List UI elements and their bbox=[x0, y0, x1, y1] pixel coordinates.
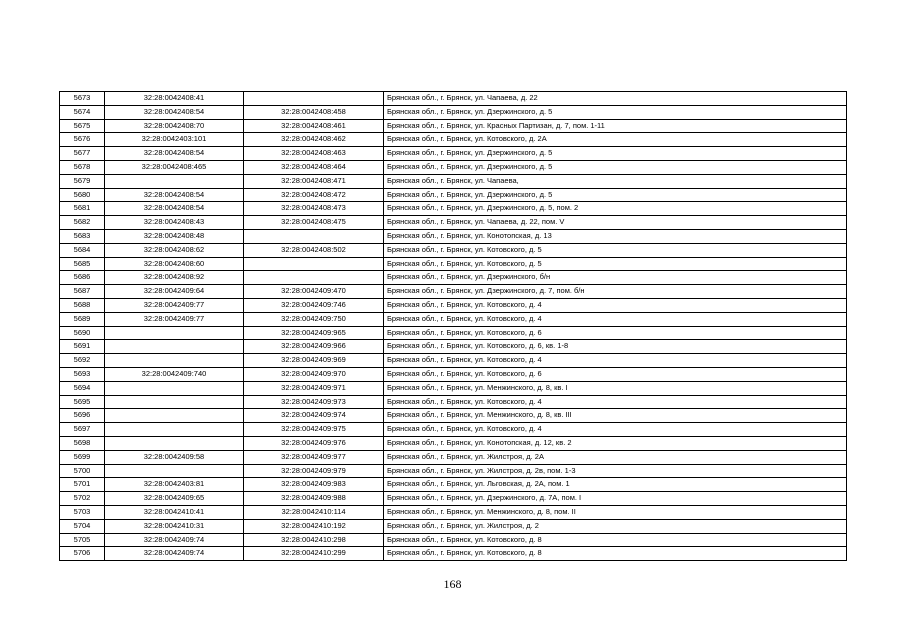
object-cadastral-number-cell: 32:28:0042409:746 bbox=[244, 298, 384, 312]
table-row bbox=[60, 409, 847, 423]
row-number-cell: 5703 bbox=[60, 505, 105, 519]
address-cell: Брянская обл., г. Брянск, ул. Чапаева, д. 22 bbox=[384, 92, 847, 106]
table-row bbox=[60, 105, 847, 119]
object-cadastral-number-cell: 32:28:0042408:458 bbox=[244, 105, 384, 119]
row-number-cell: 5691 bbox=[60, 340, 105, 354]
table-row bbox=[60, 354, 847, 368]
table-row bbox=[60, 464, 847, 478]
row-number-cell: 5701 bbox=[60, 478, 105, 492]
row-number-cell: 5702 bbox=[60, 492, 105, 506]
row-number-cell: 5697 bbox=[60, 423, 105, 437]
parcel-cadastral-number-cell: 32:28:0042408:62 bbox=[105, 243, 244, 257]
object-cadastral-number-cell: 32:28:0042410:114 bbox=[244, 505, 384, 519]
row-number-cell: 5674 bbox=[60, 105, 105, 119]
parcel-cadastral-number-cell bbox=[105, 409, 244, 423]
object-cadastral-number-cell: 32:28:0042409:970 bbox=[244, 367, 384, 381]
parcel-cadastral-number-cell: 32:28:0042403:101 bbox=[105, 133, 244, 147]
address-cell: Брянская обл., г. Брянск, ул. Котовского, д. 5 bbox=[384, 257, 847, 271]
row-number-cell: 5693 bbox=[60, 367, 105, 381]
table-row bbox=[60, 381, 847, 395]
object-cadastral-number-cell: 32:28:0042408:502 bbox=[244, 243, 384, 257]
table-row bbox=[60, 450, 847, 464]
parcel-cadastral-number-cell bbox=[105, 381, 244, 395]
parcel-cadastral-number-cell bbox=[105, 395, 244, 409]
object-cadastral-number-cell: 32:28:0042410:298 bbox=[244, 533, 384, 547]
address-cell: Брянская обл., г. Брянск, ул. Котовского, д. 8 bbox=[384, 547, 847, 561]
row-number-cell: 5682 bbox=[60, 216, 105, 230]
row-number-cell: 5676 bbox=[60, 133, 105, 147]
table-row bbox=[60, 216, 847, 230]
object-cadastral-number-cell: 32:28:0042408:473 bbox=[244, 202, 384, 216]
address-cell: Брянская обл., г. Брянск, ул. Красных Партизан, д. 7, пом. 1-11 bbox=[384, 119, 847, 133]
parcel-cadastral-number-cell: 32:28:0042408:54 bbox=[105, 105, 244, 119]
object-cadastral-number-cell: 32:28:0042410:192 bbox=[244, 519, 384, 533]
parcel-cadastral-number-cell: 32:28:0042409:74 bbox=[105, 533, 244, 547]
row-number-cell: 5695 bbox=[60, 395, 105, 409]
object-cadastral-number-cell: 32:28:0042409:979 bbox=[244, 464, 384, 478]
object-cadastral-number-cell bbox=[244, 271, 384, 285]
table-row bbox=[60, 160, 847, 174]
address-cell: Брянская обл., г. Брянск, ул. Конотопская, д. 12, кв. 2 bbox=[384, 436, 847, 450]
table-row bbox=[60, 547, 847, 561]
address-cell: Брянская обл., г. Брянск, ул. Жилстроя, д. 2 bbox=[384, 519, 847, 533]
object-cadastral-number-cell: 32:28:0042409:973 bbox=[244, 395, 384, 409]
row-number-cell: 5690 bbox=[60, 326, 105, 340]
parcel-cadastral-number-cell: 32:28:0042408:43 bbox=[105, 216, 244, 230]
row-number-cell: 5686 bbox=[60, 271, 105, 285]
object-cadastral-number-cell: 32:28:0042408:464 bbox=[244, 160, 384, 174]
address-cell: Брянская обл., г. Брянск, ул. Дзержинского, д. 7А, пом. I bbox=[384, 492, 847, 506]
address-cell: Брянская обл., г. Брянск, ул. Дзержинского, д. 7, пом. б/н bbox=[384, 285, 847, 299]
object-cadastral-number-cell: 32:28:0042409:975 bbox=[244, 423, 384, 437]
address-cell: Брянская обл., г. Брянск, ул. Котовского, д. 5 bbox=[384, 243, 847, 257]
address-cell: Брянская обл., г. Брянск, ул. Льговская, д. 2А, пом. 1 bbox=[384, 478, 847, 492]
row-number-cell: 5699 bbox=[60, 450, 105, 464]
object-cadastral-number-cell: 32:28:0042409:988 bbox=[244, 492, 384, 506]
address-cell: Брянская обл., г. Брянск, ул. Дзержинского, д. 5 bbox=[384, 147, 847, 161]
address-cell: Брянская обл., г. Брянск, ул. Котовского, д. 4 bbox=[384, 312, 847, 326]
table-row bbox=[60, 478, 847, 492]
parcel-cadastral-number-cell: 32:28:0042408:41 bbox=[105, 92, 244, 106]
table-row bbox=[60, 505, 847, 519]
object-cadastral-number-cell: 32:28:0042409:470 bbox=[244, 285, 384, 299]
table-row bbox=[60, 423, 847, 437]
row-number-cell: 5689 bbox=[60, 312, 105, 326]
table-row bbox=[60, 92, 847, 106]
table-row bbox=[60, 395, 847, 409]
table-row bbox=[60, 298, 847, 312]
parcel-cadastral-number-cell bbox=[105, 423, 244, 437]
table-row bbox=[60, 119, 847, 133]
parcel-cadastral-number-cell: 32:28:0042408:92 bbox=[105, 271, 244, 285]
address-cell: Брянская обл., г. Брянск, ул. Чапаева, д. 22, пом. V bbox=[384, 216, 847, 230]
table-row bbox=[60, 326, 847, 340]
object-cadastral-number-cell: 32:28:0042409:971 bbox=[244, 381, 384, 395]
row-number-cell: 5675 bbox=[60, 119, 105, 133]
address-cell: Брянская обл., г. Брянск, ул. Жилстроя, д. 2в, пом. 1-3 bbox=[384, 464, 847, 478]
parcel-cadastral-number-cell: 32:28:0042409:77 bbox=[105, 298, 244, 312]
table-row bbox=[60, 436, 847, 450]
row-number-cell: 5688 bbox=[60, 298, 105, 312]
row-number-cell: 5673 bbox=[60, 92, 105, 106]
object-cadastral-number-cell: 32:28:0042409:977 bbox=[244, 450, 384, 464]
object-cadastral-number-cell bbox=[244, 229, 384, 243]
table-row bbox=[60, 133, 847, 147]
address-cell: Брянская обл., г. Брянск, ул. Котовского, д. 4 bbox=[384, 354, 847, 368]
row-number-cell: 5700 bbox=[60, 464, 105, 478]
table-row bbox=[60, 188, 847, 202]
address-cell: Брянская обл., г. Брянск, ул. Менжинского, д. 8, кв. I bbox=[384, 381, 847, 395]
parcel-cadastral-number-cell bbox=[105, 354, 244, 368]
address-cell: Брянская обл., г. Брянск, ул. Котовского, д. 6 bbox=[384, 367, 847, 381]
object-cadastral-number-cell: 32:28:0042410:299 bbox=[244, 547, 384, 561]
parcel-cadastral-number-cell: 32:28:0042409:74 bbox=[105, 547, 244, 561]
parcel-cadastral-number-cell: 32:28:0042408:70 bbox=[105, 119, 244, 133]
parcel-cadastral-number-cell bbox=[105, 436, 244, 450]
table-row bbox=[60, 533, 847, 547]
parcel-cadastral-number-cell bbox=[105, 464, 244, 478]
row-number-cell: 5683 bbox=[60, 229, 105, 243]
table-row bbox=[60, 367, 847, 381]
table-row bbox=[60, 257, 847, 271]
object-cadastral-number-cell: 32:28:0042408:462 bbox=[244, 133, 384, 147]
row-number-cell: 5694 bbox=[60, 381, 105, 395]
table-row bbox=[60, 271, 847, 285]
address-cell: Брянская обл., г. Брянск, ул. Дзержинского, д. 5 bbox=[384, 188, 847, 202]
object-cadastral-number-cell: 32:28:0042409:976 bbox=[244, 436, 384, 450]
object-cadastral-number-cell: 32:28:0042409:974 bbox=[244, 409, 384, 423]
parcel-cadastral-number-cell bbox=[105, 340, 244, 354]
row-number-cell: 5696 bbox=[60, 409, 105, 423]
object-cadastral-number-cell: 32:28:0042408:472 bbox=[244, 188, 384, 202]
object-cadastral-number-cell: 32:28:0042409:750 bbox=[244, 312, 384, 326]
object-cadastral-number-cell: 32:28:0042409:966 bbox=[244, 340, 384, 354]
parcel-cadastral-number-cell: 32:28:0042408:60 bbox=[105, 257, 244, 271]
row-number-cell: 5685 bbox=[60, 257, 105, 271]
row-number-cell: 5692 bbox=[60, 354, 105, 368]
address-cell: Брянская обл., г. Брянск, ул. Менжинского, д. 8, кв. III bbox=[384, 409, 847, 423]
address-cell: Брянская обл., г. Брянск, ул. Дзержинского, б/н bbox=[384, 271, 847, 285]
row-number-cell: 5679 bbox=[60, 174, 105, 188]
row-number-cell: 5678 bbox=[60, 160, 105, 174]
address-cell: Брянская обл., г. Брянск, ул. Котовского, д. 2А bbox=[384, 133, 847, 147]
address-cell: Брянская обл., г. Брянск, ул. Котовского, д. 4 bbox=[384, 423, 847, 437]
address-cell: Брянская обл., г. Брянск, ул. Жилстроя, д. 2А bbox=[384, 450, 847, 464]
address-cell: Брянская обл., г. Брянск, ул. Дзержинского, д. 5 bbox=[384, 105, 847, 119]
address-cell: Брянская обл., г. Брянск, ул. Дзержинского, д. 5 bbox=[384, 160, 847, 174]
parcel-cadastral-number-cell: 32:28:0042409:58 bbox=[105, 450, 244, 464]
table-row bbox=[60, 285, 847, 299]
parcel-cadastral-number-cell: 32:28:0042408:54 bbox=[105, 147, 244, 161]
parcel-cadastral-number-cell: 32:28:0042410:41 bbox=[105, 505, 244, 519]
page-number: 168 bbox=[443, 577, 462, 591]
parcel-cadastral-number-cell bbox=[105, 326, 244, 340]
row-number-cell: 5705 bbox=[60, 533, 105, 547]
row-number-cell: 5680 bbox=[60, 188, 105, 202]
object-cadastral-number-cell bbox=[244, 92, 384, 106]
parcel-cadastral-number-cell: 32:28:0042410:31 bbox=[105, 519, 244, 533]
address-cell: Брянская обл., г. Брянск, ул. Чапаева, bbox=[384, 174, 847, 188]
address-cell: Брянская обл., г. Брянск, ул. Котовского, д. 4 bbox=[384, 298, 847, 312]
parcel-cadastral-number-cell: 32:28:0042408:54 bbox=[105, 188, 244, 202]
table-row bbox=[60, 312, 847, 326]
object-cadastral-number-cell: 32:28:0042409:983 bbox=[244, 478, 384, 492]
table-row bbox=[60, 147, 847, 161]
table-row bbox=[60, 340, 847, 354]
object-cadastral-number-cell: 32:28:0042408:463 bbox=[244, 147, 384, 161]
parcel-cadastral-number-cell: 32:28:0042409:77 bbox=[105, 312, 244, 326]
row-number-cell: 5677 bbox=[60, 147, 105, 161]
parcel-cadastral-number-cell: 32:28:0042408:54 bbox=[105, 202, 244, 216]
row-number-cell: 5687 bbox=[60, 285, 105, 299]
cadastral-table bbox=[59, 91, 847, 561]
row-number-cell: 5681 bbox=[60, 202, 105, 216]
address-cell: Брянская обл., г. Брянск, ул. Дзержинского, д. 5, пом. 2 bbox=[384, 202, 847, 216]
row-number-cell: 5706 bbox=[60, 547, 105, 561]
parcel-cadastral-number-cell bbox=[105, 174, 244, 188]
address-cell: Брянская обл., г. Брянск, ул. Менжинского, д. 8, пом. II bbox=[384, 505, 847, 519]
address-cell: Брянская обл., г. Брянск, ул. Котовского, д. 6 bbox=[384, 326, 847, 340]
object-cadastral-number-cell bbox=[244, 257, 384, 271]
parcel-cadastral-number-cell: 32:28:0042403:81 bbox=[105, 478, 244, 492]
address-cell: Брянская обл., г. Брянск, ул. Котовского, д. 4 bbox=[384, 395, 847, 409]
table-row bbox=[60, 243, 847, 257]
parcel-cadastral-number-cell: 32:28:0042409:65 bbox=[105, 492, 244, 506]
address-cell: Брянская обл., г. Брянск, ул. Котовского, д. 8 bbox=[384, 533, 847, 547]
table-row bbox=[60, 229, 847, 243]
address-cell: Брянская обл., г. Брянск, ул. Котовского, д. 6, кв. 1-8 bbox=[384, 340, 847, 354]
table-row bbox=[60, 492, 847, 506]
object-cadastral-number-cell: 32:28:0042409:969 bbox=[244, 354, 384, 368]
table-body bbox=[60, 92, 847, 561]
object-cadastral-number-cell: 32:28:0042408:475 bbox=[244, 216, 384, 230]
row-number-cell: 5698 bbox=[60, 436, 105, 450]
row-number-cell: 5704 bbox=[60, 519, 105, 533]
parcel-cadastral-number-cell: 32:28:0042409:740 bbox=[105, 367, 244, 381]
parcel-cadastral-number-cell: 32:28:0042409:64 bbox=[105, 285, 244, 299]
table-row bbox=[60, 519, 847, 533]
table-row bbox=[60, 174, 847, 188]
address-cell: Брянская обл., г. Брянск, ул. Конотопская, д. 13 bbox=[384, 229, 847, 243]
object-cadastral-number-cell: 32:28:0042408:461 bbox=[244, 119, 384, 133]
table-row bbox=[60, 202, 847, 216]
object-cadastral-number-cell: 32:28:0042408:471 bbox=[244, 174, 384, 188]
object-cadastral-number-cell: 32:28:0042409:965 bbox=[244, 326, 384, 340]
parcel-cadastral-number-cell: 32:28:0042408:465 bbox=[105, 160, 244, 174]
row-number-cell: 5684 bbox=[60, 243, 105, 257]
parcel-cadastral-number-cell: 32:28:0042408:48 bbox=[105, 229, 244, 243]
